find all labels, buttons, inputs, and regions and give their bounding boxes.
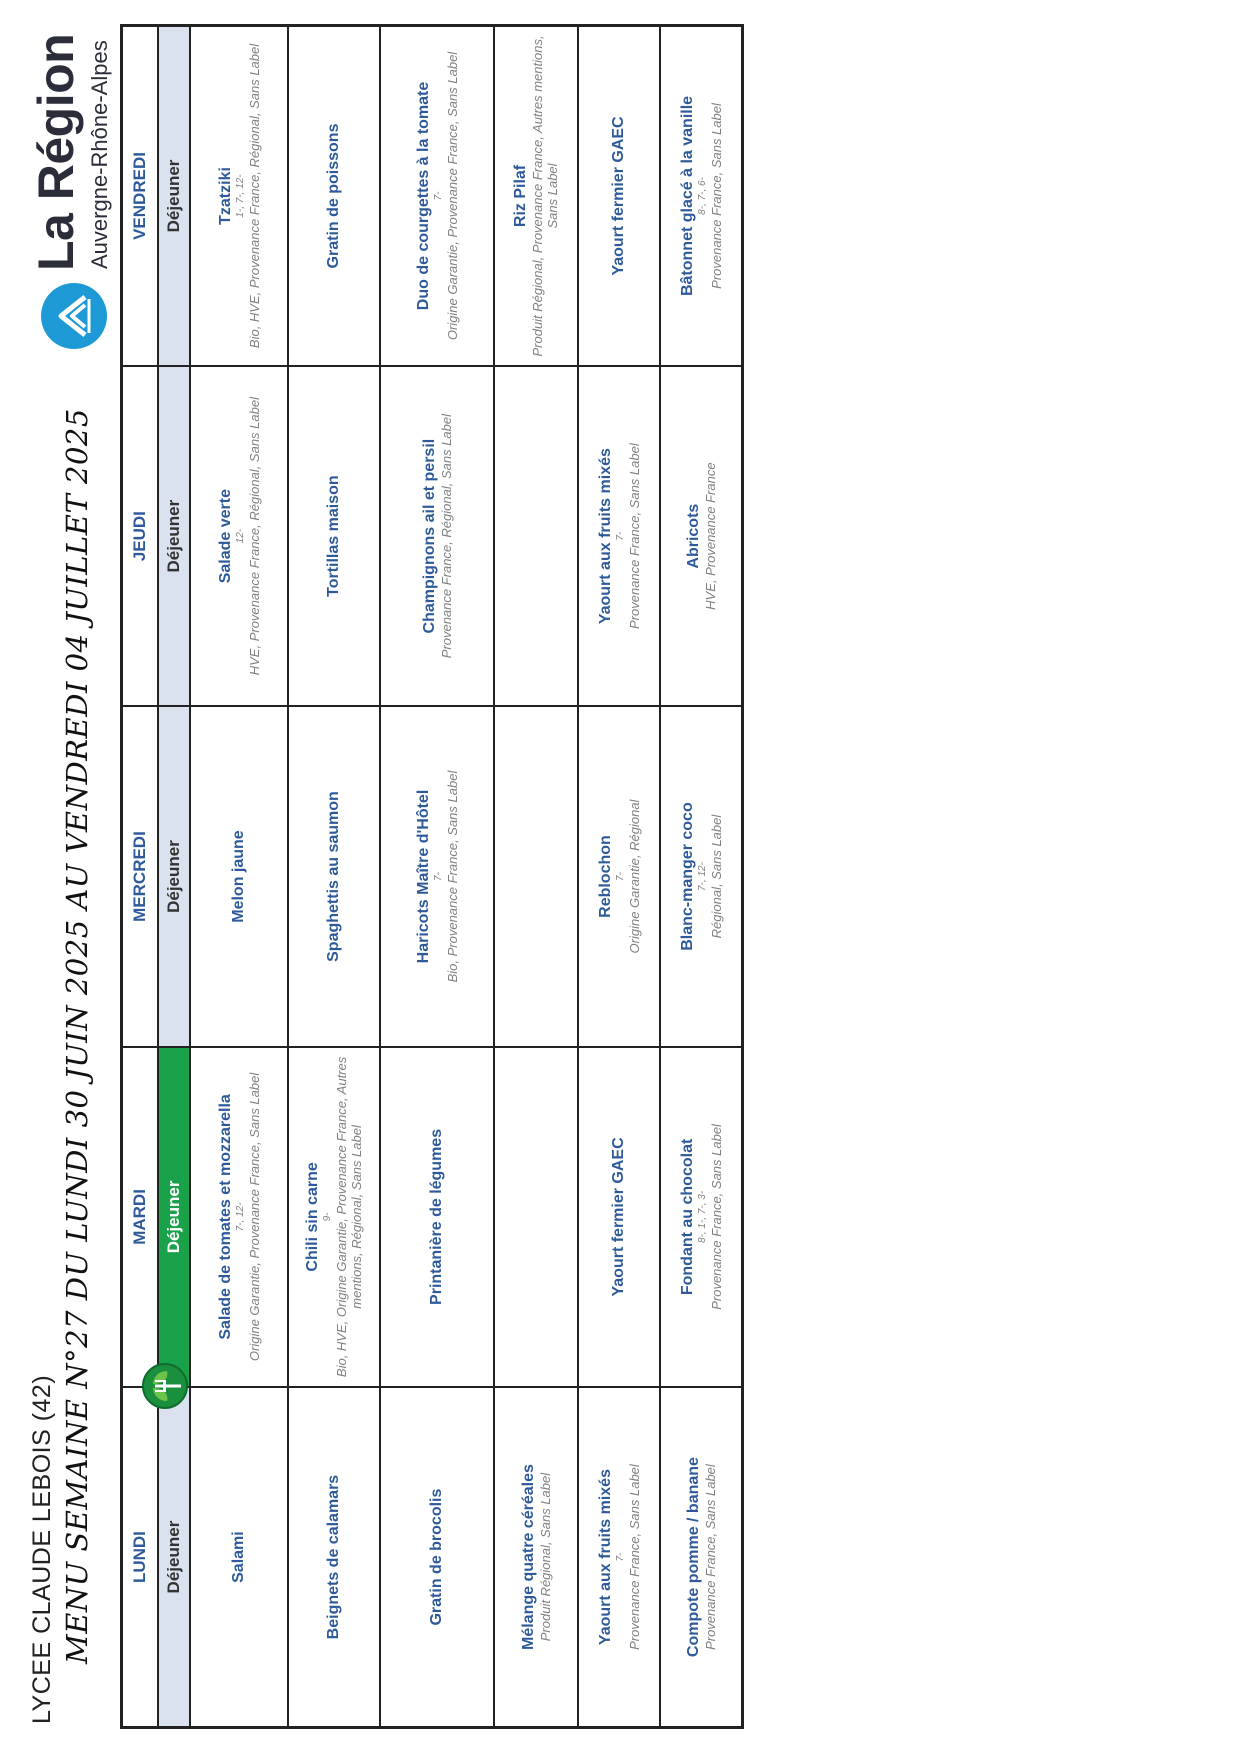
dish-allergens: 8-, 7-, 6- (696, 177, 708, 215)
dish-allergens: 7- (614, 1552, 626, 1562)
dish-labels: Provenance France, Régional, Sans Label (438, 414, 454, 659)
dish-cell (660, 366, 743, 706)
dish-name: Riz Pilaf (512, 164, 529, 228)
school-name: LYCEE CLAUDE LEBOIS (42) (28, 1374, 56, 1724)
dish-allergens: 7- (432, 872, 444, 881)
page-title: MENU SEMAINE N°27 DU LUNDI 30 JUIN 2025 AU VENDREDI 04 JUILLET 2025 (60, 408, 94, 1664)
dish-cell (380, 706, 494, 1046)
menu-row (380, 26, 494, 1728)
meal-header: Déjeuner (158, 1387, 190, 1727)
leaf-fork-badge-icon (141, 1362, 189, 1410)
dish-cell (578, 1387, 660, 1727)
dish-allergens: 7-, 12- (234, 1202, 246, 1232)
dish-allergens: 7- (614, 872, 626, 881)
day-header: LUNDI (122, 1387, 159, 1727)
dish-name: Salade de tomates et mozzarella (216, 1094, 234, 1340)
dish-cell (494, 1387, 578, 1727)
dish-cell (190, 706, 288, 1046)
dish-cell (494, 26, 578, 366)
dish-name: Mélange quatre céréales (519, 1464, 537, 1650)
dish-name: Yaourt fermier GAEC (610, 116, 627, 276)
dish-name: Compote pomme / banane (684, 1457, 702, 1658)
dish-labels: Provenance France, Sans Label (708, 1124, 724, 1310)
dish-name: Salami (230, 1531, 247, 1583)
dish-name: Blanc-manger coco (678, 802, 696, 951)
dish-cell (494, 706, 578, 1046)
dish-name: Abricots (684, 503, 702, 569)
dish-name: Fondant au chocolat (678, 1138, 696, 1296)
dish-cell (288, 1047, 380, 1387)
day-header: MERCREDI (122, 706, 159, 1046)
dish-cell (190, 1047, 288, 1387)
dish-cell (288, 26, 380, 366)
menu-row (578, 26, 660, 1728)
dish-labels: Provenance France, Sans Label (626, 1464, 642, 1650)
region-logo (28, 29, 125, 349)
dish-name: Yaourt aux fruits mixés (596, 448, 614, 625)
dish-cell (380, 26, 494, 366)
dish-cell (380, 366, 494, 706)
dish-cell (288, 366, 380, 706)
dish-allergens: 12- (234, 528, 246, 544)
dish-cell (660, 26, 743, 366)
dish-labels: Provenance France, Sans Label (626, 443, 642, 629)
dish-name: Melon jaune (230, 830, 247, 923)
dish-name: Beignets de calamars (325, 1474, 342, 1640)
dish-cell (578, 366, 660, 706)
dish-allergens: 8-, 1-, 7-, 3- (696, 1190, 708, 1244)
dish-allergens: 7- (614, 531, 626, 541)
dish-name: Yaourt aux fruits mixés (596, 1469, 614, 1646)
dish-cell (578, 706, 660, 1046)
menu-table (120, 24, 744, 1729)
day-header: VENDREDI (122, 26, 159, 366)
menu-row (494, 26, 578, 1728)
dish-labels: Produit Régional, Provenance France, Autres mentions, Sans Label (530, 35, 560, 357)
dish-allergens: 1-, 7-, 12- (234, 174, 246, 218)
dish-name: Tortillas maison (325, 475, 342, 597)
day-header: JEUDI (122, 366, 159, 706)
dish-labels: Bio, HVE, Provenance France, Régional, Sans Label (246, 43, 262, 349)
dish-name: Tzatziki (216, 167, 234, 225)
dish-allergens: 7- (432, 191, 444, 201)
dish-allergens: 9- (322, 1212, 333, 1222)
dish-cell (494, 1047, 578, 1387)
dish-name: Chili sin carne (304, 1162, 321, 1272)
dish-labels: Régional, Sans Label (708, 814, 724, 939)
dish-cell (190, 1387, 288, 1727)
dish-name: Duo de courgettes à la tomate (414, 81, 432, 311)
day-header: MARDI (122, 1047, 159, 1387)
dish-cell (578, 1047, 660, 1387)
dish-cell (494, 366, 578, 706)
region-mountain-logo-icon (41, 283, 107, 349)
menu-row (190, 26, 288, 1728)
meal-header: Déjeuner (158, 26, 190, 366)
menu-row (660, 26, 743, 1728)
dish-labels: Origine Garantie, Provenance France, Sans Label (444, 51, 460, 341)
dish-name: Reblochon (596, 835, 614, 918)
meal-header-label: Déjeuner (164, 1180, 183, 1254)
dish-name: Spaghettis au saumon (325, 791, 342, 962)
dish-labels: Provenance France, Sans Label (702, 1464, 718, 1650)
dish-labels: Produit Régional, Sans Label (537, 1472, 553, 1642)
dish-labels: HVE, Provenance France, Régional, Sans Label (246, 397, 262, 676)
dish-name: Gratin de brocolis (428, 1488, 445, 1626)
region-logo-name: La Région (28, 33, 84, 271)
dish-allergens: 7-, 12- (696, 862, 708, 891)
dish-name: Bâtonnet glacé à la vanille (678, 95, 696, 297)
dish-name: Printanière de légumes (428, 1128, 445, 1305)
dish-labels: Bio, Provenance France, Sans Label (444, 770, 460, 983)
dish-cell (660, 706, 743, 1046)
dish-cell (660, 1047, 743, 1387)
dish-cell (190, 366, 288, 706)
dish-cell (288, 706, 380, 1046)
day-header-row (122, 26, 159, 1728)
region-logo-subtitle: Auvergne-Rhône-Alpes (87, 40, 112, 269)
dish-name: Gratin de poissons (325, 123, 342, 269)
dish-cell (288, 1387, 380, 1727)
dish-name: Champignons ail et persil (420, 438, 438, 634)
dish-labels: Provenance France, Sans Label (708, 103, 724, 289)
dish-name: Haricots Maître d'Hôtel (414, 789, 432, 964)
meal-header: Déjeuner (158, 706, 190, 1046)
meal-header-row (158, 26, 190, 1728)
dish-cell (380, 1387, 494, 1727)
dish-labels: Bio, HVE, Origine Garantie, Provenance France, Autres mentions, Régional, Sans Label (334, 1056, 364, 1378)
meal-header-vegetarian (158, 1047, 190, 1387)
dish-labels: Origine Garantie, Régional (626, 799, 642, 954)
dish-cell (660, 1387, 743, 1727)
dish-cell (578, 26, 660, 366)
menu-body (190, 26, 743, 1728)
dish-cell (190, 26, 288, 366)
menu-row (288, 26, 380, 1728)
dish-name: Salade verte (216, 489, 234, 584)
dish-name: Yaourt fermier GAEC (610, 1137, 627, 1297)
dish-labels: HVE, Provenance France (702, 462, 718, 610)
meal-header: Déjeuner (158, 366, 190, 706)
dish-cell (380, 1047, 494, 1387)
dish-labels: Origine Garantie, Provenance France, Sans Label (246, 1072, 262, 1362)
